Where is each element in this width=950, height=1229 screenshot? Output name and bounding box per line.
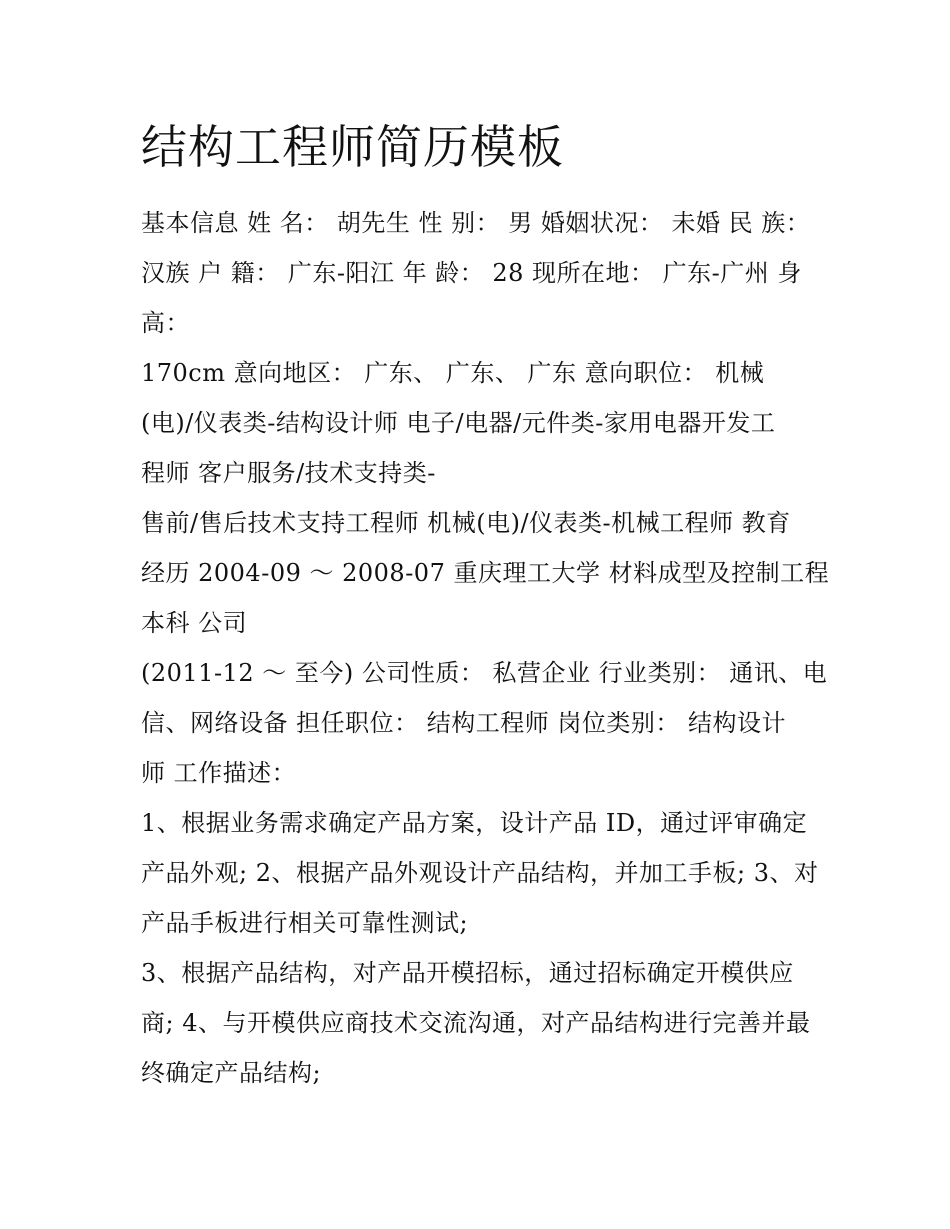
body-line: 高： <box>141 309 190 337</box>
body-line: 1、根据业务需求确定产品方案，设计产品 ID，通过评审确定 <box>141 809 808 837</box>
body-line: 经历 2004-09 ～ 2008-07 重庆理工大学 材料成型及控制工程 <box>141 559 830 587</box>
body-line: 售前/售后技术支持工程师 机械(电)/仪表类-机械工程师 教育 <box>141 509 791 537</box>
body-line: 终确定产品结构; <box>141 1059 322 1087</box>
body-line: 汉族 户 籍： 广东-阳江 年 龄： 28 现所在地： 广东-广州 身 <box>141 259 802 287</box>
document-title: 结构工程师简历模板 <box>141 120 564 174</box>
body-line: (2011-12 ～ 至今) 公司性质： 私营企业 行业类别： 通讯、电 <box>141 659 828 687</box>
body-line: 师 工作描述： <box>141 759 297 787</box>
body-line: 程师 客户服务/技术支持类- <box>141 459 436 487</box>
document-body <box>141 198 830 1098</box>
body-line: 基本信息 姓 名： 胡先生 性 别： 男 婚姻状况： 未婚 民 族： <box>141 209 811 237</box>
document-page <box>141 108 830 1098</box>
body-line: 170cm 意向地区： 广东、 广东、 广东 意向职位： 机械 <box>141 359 765 387</box>
body-line: (电)/仪表类-结构设计师 电子/电器/元件类-家用电器开发工 <box>141 409 776 437</box>
body-line: 产品手板进行相关可靠性测试; <box>141 909 469 937</box>
body-line: 信、网络设备 担任职位： 结构工程师 岗位类别： 结构设计 <box>141 709 787 737</box>
body-line: 商; 4、与开模供应商技术交流沟通，对产品结构进行完善并最 <box>141 1009 811 1037</box>
body-line: 本科 公司 <box>141 609 248 637</box>
body-line: 3、根据产品结构，对产品开模招标，通过招标确定开模供应 <box>141 959 794 987</box>
body-line: 产品外观; 2、根据产品外观设计产品结构，并加工手板; 3、对 <box>141 859 819 887</box>
